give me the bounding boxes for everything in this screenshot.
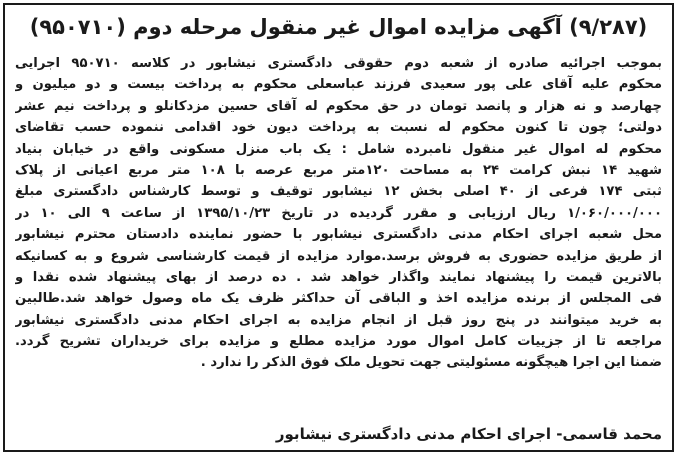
notice-body — [15, 53, 662, 374]
notice-line: چهارصد و نه هزار و پانصد تومان در حق محکوم له آقای حسین مزدکانلو و پرداخت نیم عشر — [15, 98, 662, 114]
notice-line: دولتی؛ چون تا کنون محکوم له نسبت به پرداخت دیون خود اقدامی ننموده حسب تقاضای — [15, 120, 662, 136]
notice-line: ۱/۰۶۰/۰۰۰/۰۰۰ ریال ارزیابی و مقرر گردیده در تاریخ ۱۳۹۵/۱۰/۲۳ از ساعت ۹ الی ۱۰ در — [15, 205, 662, 221]
notice-line: محل شعبه اجرای احکام مدنی دادگستری نیشابور با حضور نماینده دادستان محترم نیشابور — [15, 227, 662, 243]
notice-line: ثبتی ۱۷۴ فرعی از ۴۰ اصلی بخش ۱۲ نیشابور توقیف و توسط کارشناس دادگستری مبلغ — [15, 184, 662, 200]
notice-line: به خرید میتوانند در پنج روز قبل از انجام مزایده به اجرای احکام مدنی دادگستری نیشابور — [15, 312, 662, 328]
notice-line: شهید ۱۴ نبش کرامت ۲۴ به مساحت ۱۲۰متر مربع عرصه با ۱۰۸ متر مربع اعیانی از پلاک — [15, 162, 662, 178]
notice-line: محکوم له اموال غیر منقول نامبرده شامل : یک باب منزل مسکونی واقع در خیابان بنیاد — [15, 141, 662, 157]
notice-line: فی المجلس از برنده مزایده اخذ و الباقی آن حداکثر ظرف یک ماه وصول خواهد شد.طالبین — [15, 291, 662, 307]
notice-line: بالاترین قیمت را پیشنهاد نمایند واگذار خواهد شد . ده درصد از بهای پیشنهاد شده نقدا و — [15, 269, 662, 285]
notice-line: مراجعه تا از جزییات کامل اموال مورد مزایده مطلع و مزایده برای خریداران تشریح گردد. — [15, 334, 662, 350]
notice-line: بموجب اجرائیه صادره از شعبه دوم حقوقی دادگستری نیشابور در کلاسه ۹۵۰۷۱۰ اجرایی — [15, 56, 662, 71]
notice-line: محکوم علیه آقای علی پور سعیدی فرزند عباسعلی محکوم به پرداخت بیست و دو میلیون و — [15, 77, 662, 93]
notice-line: ضمنا این اجرا هیچگونه مسئولیتی جهت تحویل ملک فوق الذکر را ندارد . — [200, 355, 662, 371]
notice-title: (۹/۲۸۷) آگهی مزایده اموال غیر منقول مرحله دوم (۹۵۰۷۱۰) — [29, 15, 648, 39]
notice-signature: محمد قاسمی- اجرای احکام مدنی دادگستری نیشابور — [275, 425, 662, 443]
notice-frame — [3, 3, 674, 452]
notice-line: از طریق مزایده حضوری به فروش برسد.موارد مزایده از قیمت کارشناسی شروع و به کسانیکه — [15, 248, 662, 264]
